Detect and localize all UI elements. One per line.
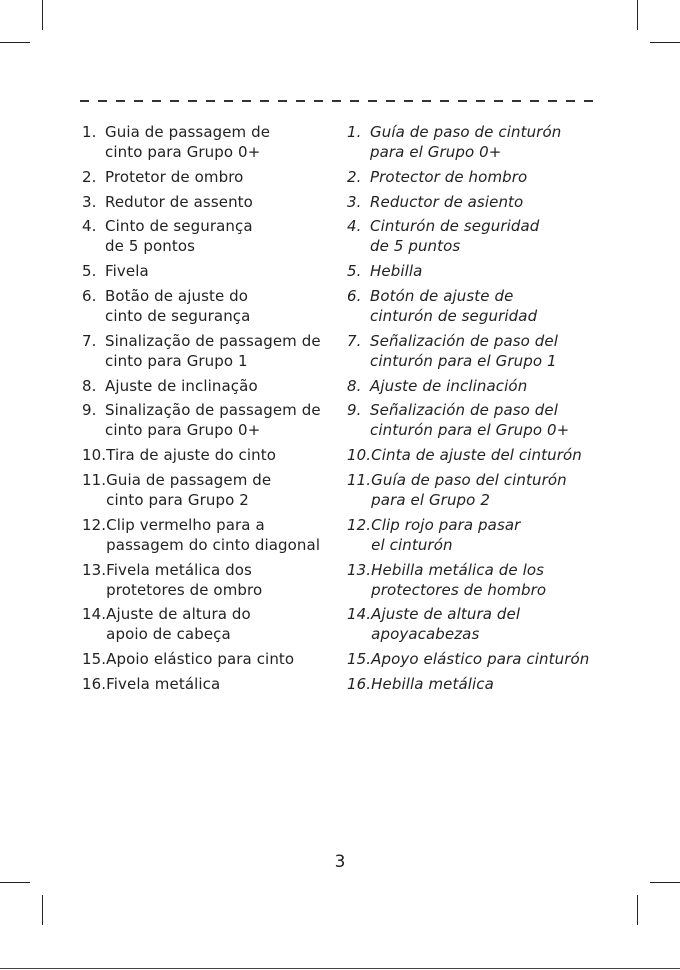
item-text: Cinto de segurança de 5 pontos xyxy=(105,217,253,256)
list-item xyxy=(347,331,607,371)
item-text: Cinturón de seguridad de 5 puntos xyxy=(370,217,540,256)
item-text: Clip vermelho para a passagem do cinto diagonal xyxy=(106,515,321,554)
item-number: 2. xyxy=(82,167,97,186)
item-number: 11. xyxy=(82,470,107,489)
list-item xyxy=(347,604,607,644)
list-item xyxy=(82,400,332,440)
item-number: 13. xyxy=(82,560,107,579)
item-number: 8. xyxy=(82,376,97,395)
item-number: 11. xyxy=(347,470,372,489)
item-text: Hebilla metálica xyxy=(371,674,494,693)
item-text: Guía de paso de cinturón para el Grupo 0+ xyxy=(370,123,562,161)
item-number: 1. xyxy=(347,123,362,141)
item-text: Sinalização de passagem de cinto para Grupo 1 xyxy=(105,331,321,370)
item-text: Señalización de paso del cinturón para el Grupo 0+ xyxy=(370,401,570,440)
list-item xyxy=(82,560,332,600)
item-text: Ajuste de inclinación xyxy=(370,376,528,395)
page-number: 3 xyxy=(334,852,346,872)
item-text: Apoyo elástico para cinturón xyxy=(371,650,590,669)
item-number: 8. xyxy=(347,376,362,395)
list-item xyxy=(82,192,332,212)
crop-mark-top-left-vertical xyxy=(42,0,43,30)
list-item xyxy=(347,649,607,669)
item-number: 10. xyxy=(82,446,107,465)
list-item xyxy=(347,470,607,510)
item-number: 14. xyxy=(347,605,372,624)
list-item xyxy=(347,216,607,256)
item-text: Guia de passagem de cinto para Grupo 2 xyxy=(106,470,272,509)
item-number: 12. xyxy=(347,515,372,534)
list-item xyxy=(347,122,607,162)
spanish-parts-list xyxy=(347,122,607,699)
item-number: 9. xyxy=(347,401,362,420)
list-item xyxy=(347,674,607,694)
item-number: 9. xyxy=(82,401,97,420)
list-item xyxy=(347,515,607,555)
item-number: 4. xyxy=(82,217,97,236)
item-number: 5. xyxy=(347,262,362,281)
list-item xyxy=(82,122,332,162)
item-number: 3. xyxy=(347,192,362,211)
item-number: 13. xyxy=(347,560,372,579)
item-number: 16. xyxy=(82,674,107,693)
item-text: Fivela xyxy=(105,262,149,281)
item-text: Ajuste de altura del apoyacabezas xyxy=(371,605,521,644)
crop-mark-bottom-left-vertical xyxy=(42,895,43,925)
item-text: Reductor de asiento xyxy=(370,192,524,211)
item-number: 6. xyxy=(347,286,362,305)
item-number: 12. xyxy=(82,515,107,534)
item-text: Fivela metálica xyxy=(106,674,221,693)
item-number: 4. xyxy=(347,217,362,236)
list-item xyxy=(347,376,607,396)
list-item xyxy=(82,674,332,694)
list-item xyxy=(82,515,332,555)
crop-mark-top-left-horizontal xyxy=(0,42,30,43)
item-text: Botão de ajuste do cinto de segurança xyxy=(105,286,251,325)
item-number: 15. xyxy=(347,650,372,669)
item-text: Botón de ajuste de cinturón de seguridad xyxy=(370,286,538,325)
item-text: Protector de hombro xyxy=(370,167,528,186)
item-text: Cinta de ajuste del cinturón xyxy=(371,446,582,465)
item-text: Tira de ajuste do cinto xyxy=(106,446,276,465)
bottom-border-line xyxy=(0,968,680,969)
item-text: Sinalização de passagem de cinto para Grupo 0+ xyxy=(105,401,321,440)
item-text: Apoio elástico para cinto xyxy=(106,650,295,669)
item-number: 2. xyxy=(347,167,362,186)
list-item xyxy=(82,261,332,281)
crop-mark-top-right-horizontal xyxy=(650,42,680,43)
item-number: 5. xyxy=(82,262,97,281)
item-text: Hebilla xyxy=(370,262,423,281)
item-text: Señalización de paso del cinturón para el Grupo 1 xyxy=(370,331,559,370)
item-text: Protetor de ombro xyxy=(105,167,244,186)
list-item xyxy=(82,167,332,187)
item-text: Ajuste de inclinação xyxy=(105,376,258,395)
item-number: 1. xyxy=(82,123,97,141)
item-text: Hebilla metálica de los protectores de hombro xyxy=(371,560,547,599)
item-text: Guia de passagem de cinto para Grupo 0+ xyxy=(105,123,271,161)
portuguese-parts-list xyxy=(82,122,332,699)
list-item xyxy=(347,286,607,326)
crop-mark-bottom-left-horizontal xyxy=(0,882,30,883)
item-number: 10. xyxy=(347,446,372,465)
list-item xyxy=(347,560,607,600)
list-item xyxy=(82,649,332,669)
list-item xyxy=(347,400,607,440)
list-item xyxy=(347,167,607,187)
item-text: Clip rojo para pasar el cinturón xyxy=(371,515,521,554)
item-text: Ajuste de altura do apoio de cabeça xyxy=(106,605,251,644)
item-number: 6. xyxy=(82,286,97,305)
item-text: Redutor de assento xyxy=(105,192,253,211)
item-number: 15. xyxy=(82,650,107,669)
item-number: 16. xyxy=(347,674,372,693)
list-item xyxy=(82,286,332,326)
list-item xyxy=(82,331,332,371)
dashed-separator xyxy=(80,100,600,102)
item-text: Fivela metálica dos protetores de ombro xyxy=(106,560,263,599)
item-number: 7. xyxy=(82,331,97,350)
list-item xyxy=(82,216,332,256)
item-number: 3. xyxy=(82,192,97,211)
item-text: Guía de paso del cinturón para el Grupo 2 xyxy=(371,470,567,509)
crop-mark-bottom-right-vertical xyxy=(637,895,638,925)
list-item xyxy=(347,445,607,465)
list-item xyxy=(82,470,332,510)
list-item xyxy=(82,445,332,465)
crop-mark-top-right-vertical xyxy=(637,0,638,30)
list-item xyxy=(82,376,332,396)
list-item xyxy=(347,261,607,281)
crop-mark-bottom-right-horizontal xyxy=(650,882,680,883)
list-item xyxy=(82,604,332,644)
item-number: 7. xyxy=(347,331,362,350)
item-number: 14. xyxy=(82,605,107,624)
list-item xyxy=(347,192,607,212)
